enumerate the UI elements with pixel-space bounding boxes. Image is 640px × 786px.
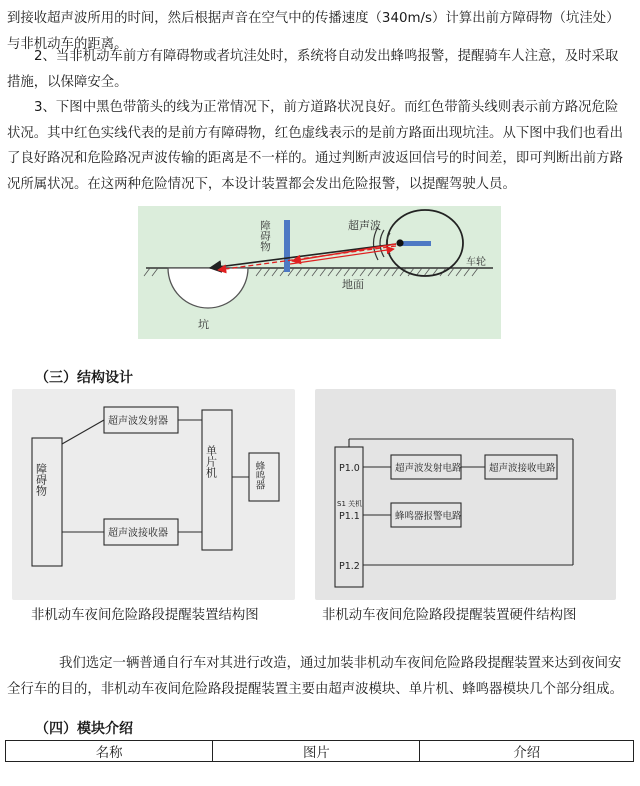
obstacle-box <box>32 438 62 566</box>
paragraph-distance: 到接收超声波所用的时间，然后根据声音在空气中的传播速度（340m/s）计算出前方障碍物（坑洼处）与非机动车的距离。 <box>7 11 620 52</box>
section-heading-modules: （四）模块介绍 <box>35 721 133 737</box>
hardware-diagram-photo <box>315 389 616 600</box>
ultrasonic-principle-figure <box>138 206 501 339</box>
sensor-bar <box>401 241 431 246</box>
structure-transmitter-label: 超声波发射器 <box>108 416 168 427</box>
hardware-pin-p11: P1.1 <box>339 511 360 522</box>
paragraph-road-condition: 3、下图中黑色带箭头的线为正常情况下，前方道路状况良好。而红色带箭头线则表示前方路况危险状况。其中红色实线代表的是前方有障碍物，红色虚线表示的是前方路面出现坑洼。从下图中我们也看出了良好路况和危险路况声波传输的距离是不一样的。通过判断声波返回信号的时间差，即可判断出前方路况所属状况。在这两种危险情况下，本设计装置都会发出危险报警，以提醒驾驶人员。 <box>7 100 623 192</box>
obstacle-label: 障碍物 <box>259 220 271 252</box>
structure-diagram-caption: 非机动车夜间危险路段提醒装置结构图 <box>31 608 259 623</box>
structure-diagram-sketch <box>12 389 295 600</box>
sensor-dot <box>396 239 403 246</box>
mcu-box <box>202 410 232 550</box>
structure-receiver-label: 超声波接收器 <box>108 528 168 539</box>
table-header-row <box>6 741 634 762</box>
paragraph-summary: 我们选定一辆普通自行车对其进行改造，通过加装非机动车夜间危险路段提醒装置来达到夜间安全行车的目的，非机动车夜间危险路段提醒装置主要由超声波模块、单片机、蜂鸣器模块几个部分组成。 <box>7 656 623 697</box>
structure-buzzer-label: 蜂鸣器 <box>253 461 265 490</box>
obstacle-bar <box>284 220 290 272</box>
wheel-label: 车轮 <box>466 257 486 268</box>
table-header-image: 图片 <box>213 741 420 762</box>
hardware-pin-p10: P1.0 <box>339 463 360 474</box>
structure-mcu-label: 单片机 <box>204 445 218 478</box>
table-header-name: 名称 <box>6 741 213 762</box>
structure-obstacle-label: 障碍物 <box>34 463 48 496</box>
table-header-intro: 介绍 <box>420 741 634 762</box>
structure-diagram-photo <box>12 389 295 600</box>
pit-label: 坑 <box>198 318 209 331</box>
ground-label: 地面 <box>342 278 364 291</box>
paragraph-alarm: 2、当非机动车前方有障碍物或者坑洼处时，系统将自动发出蜂鸣报警，提醒骑车人注意，及时采取措施，以保障安全。 <box>7 49 619 90</box>
hardware-transmit-label: 超声波发射电路 <box>395 463 462 474</box>
hardware-buzzer-label: 蜂鸣器报警电路 <box>395 511 462 522</box>
hardware-receive-label: 超声波接收电路 <box>489 463 556 474</box>
section-heading-structure: （三）结构设计 <box>35 370 133 386</box>
modules-table <box>5 740 634 762</box>
hardware-diagram-sketch <box>315 389 616 600</box>
hardware-diagram-caption: 非机动车夜间危险路段提醒装置硬件结构图 <box>322 608 577 623</box>
ultrasound-label: 超声波 <box>348 219 381 232</box>
hardware-pin-note: S1 关机 <box>337 500 363 508</box>
hardware-pin-p12: P1.2 <box>339 561 360 572</box>
